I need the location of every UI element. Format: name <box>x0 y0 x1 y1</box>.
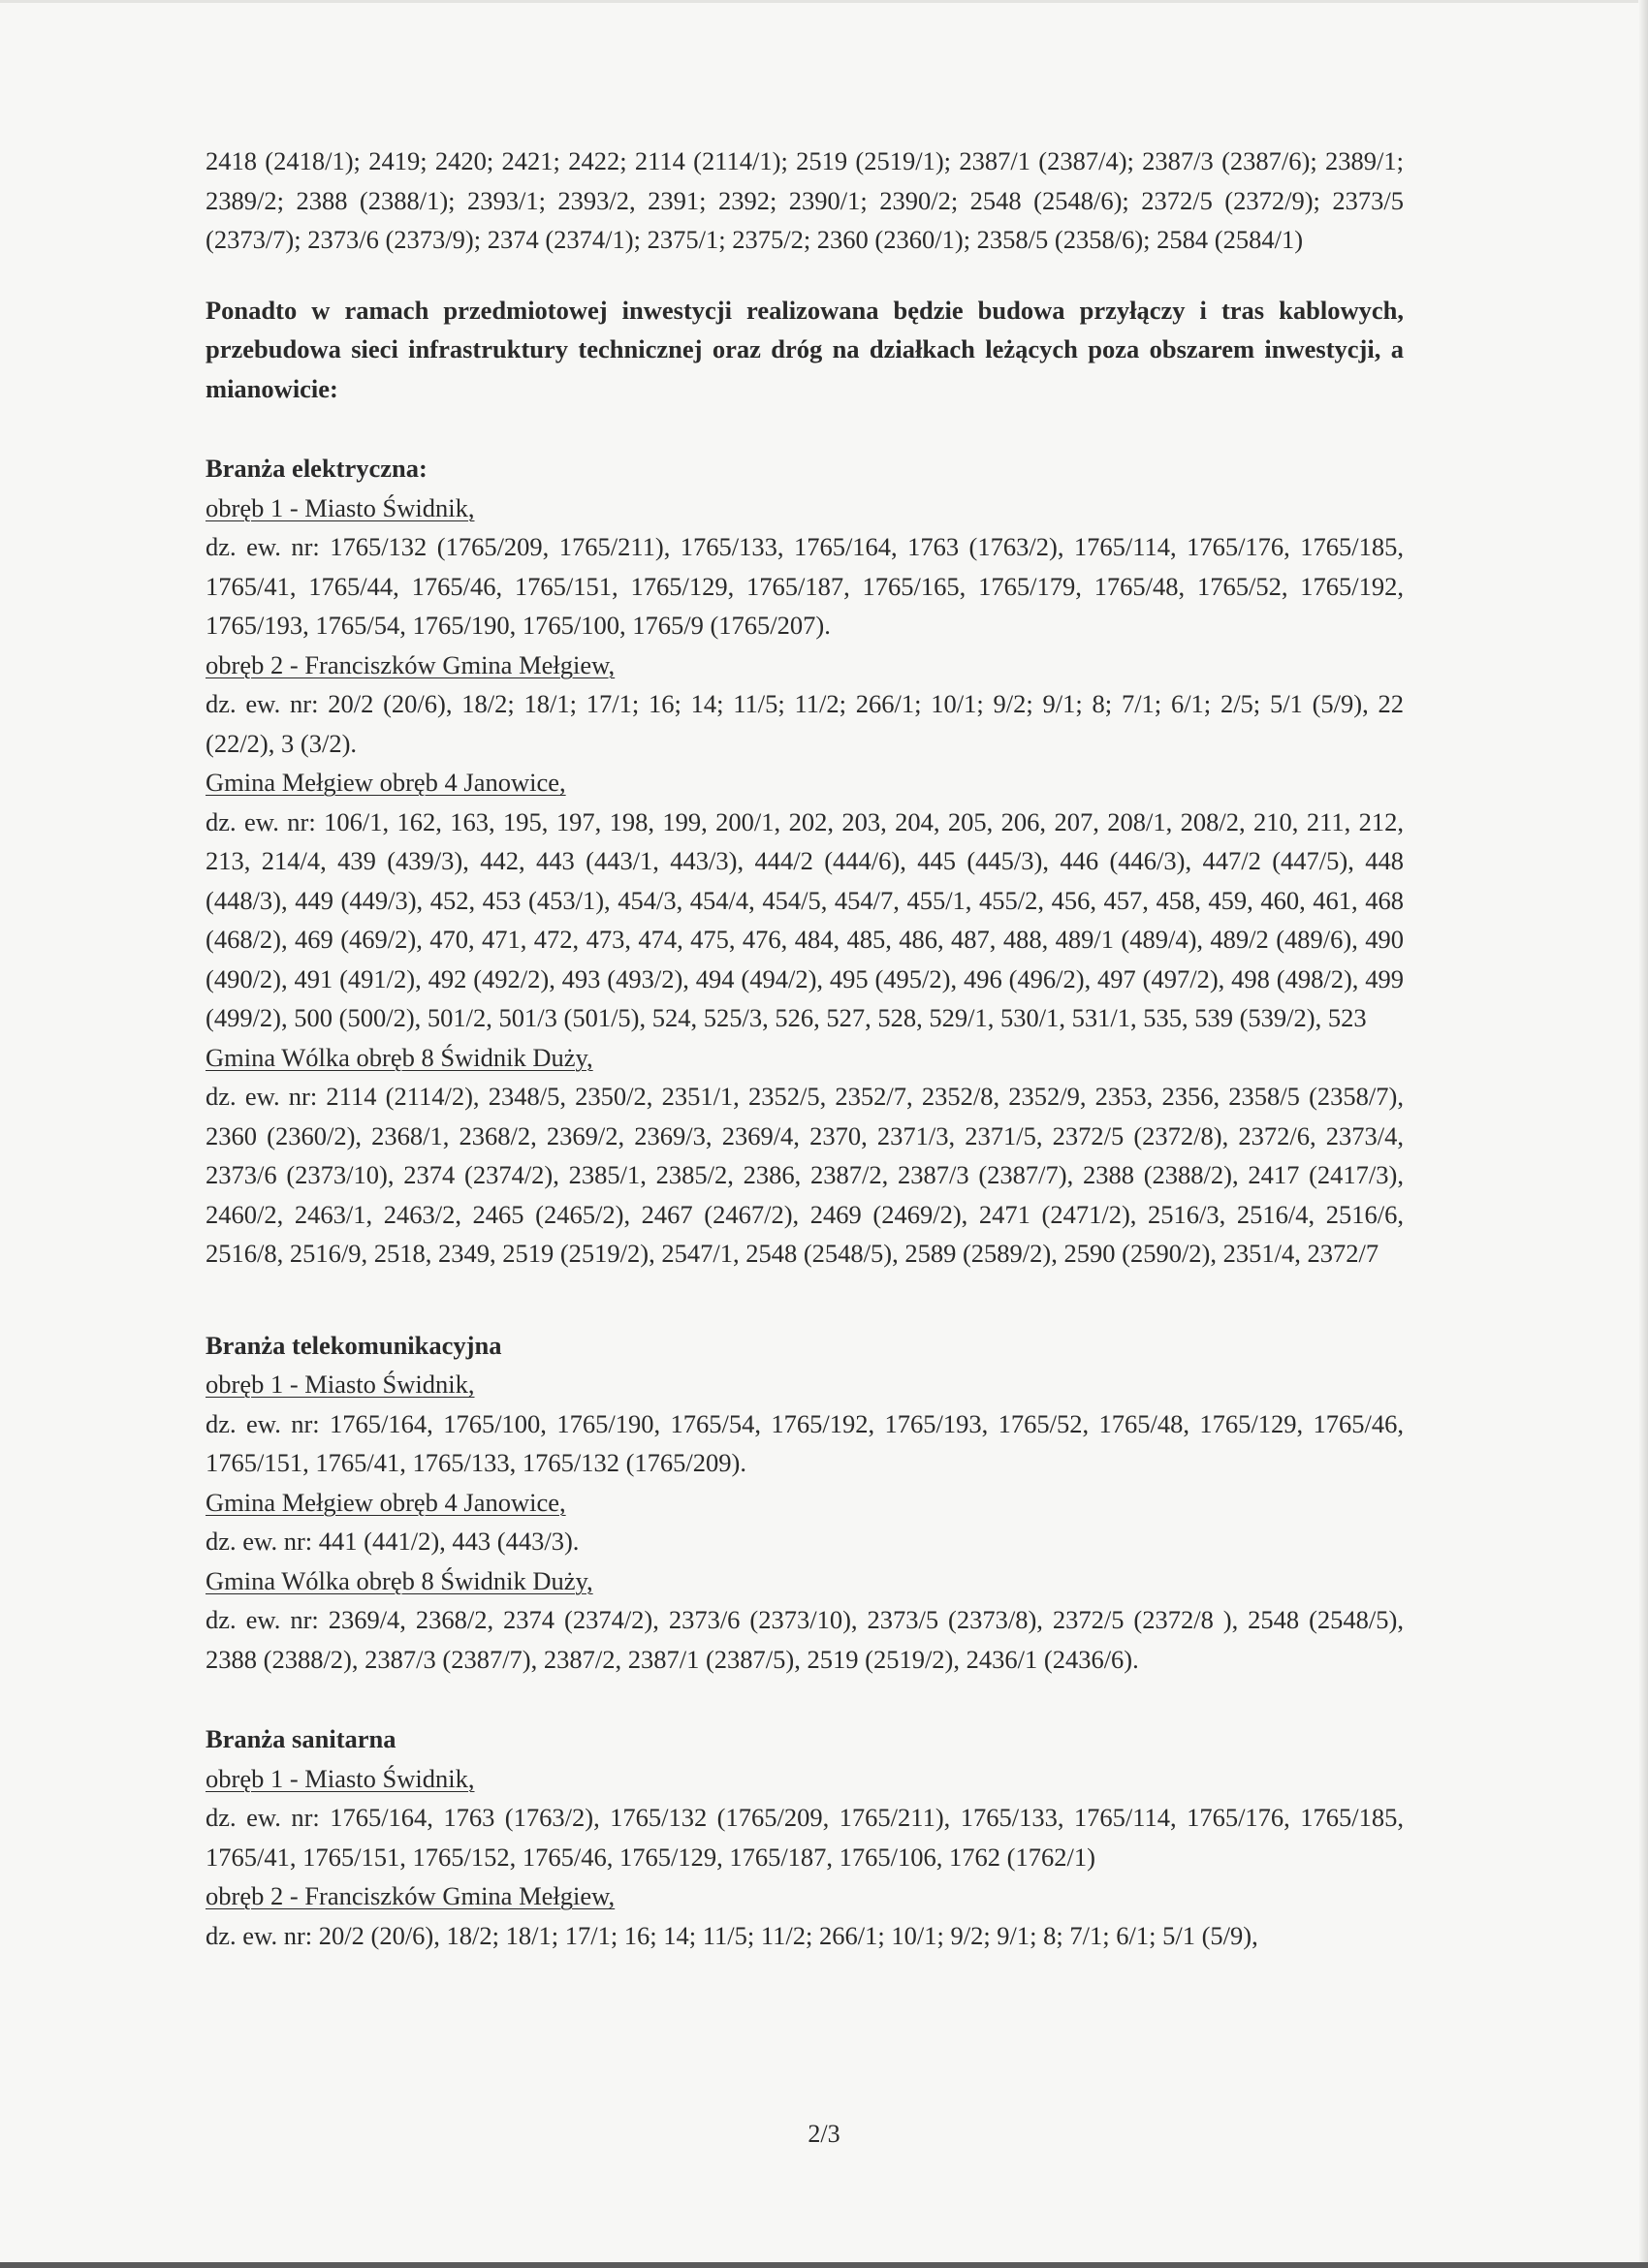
parcel-list: dz. ew. nr: 1765/164, 1765/100, 1765/190, 1765/54, 1765/192, 1765/193, 1765/52, 1765/48, 1765/129, 1765/46, 1765/151, 1765/41, 1765/133, 1765/132 (1765/209). <box>206 1408 1404 1477</box>
document-body <box>206 142 1404 1955</box>
scan-bottom-edge <box>0 2262 1648 2268</box>
place-heading: Gmina Wólka obręb 8 Świdnik Duży, <box>206 1565 593 1595</box>
place-heading: Gmina Mełgiew obręb 4 Janowice, <box>206 1487 566 1517</box>
parcel-list: dz. ew. nr: 1765/132 (1765/209, 1765/211), 1765/133, 1765/164, 1763 (1763/2), 1765/114, 1765/176, 1765/185, 1765/41, 1765/44, 1765/46, 1765/151, 1765/129, 1765/187, 1765/165, 1765/179, 1765/48, 1765/52, 1765/192, 1765/193, 1765/54, 1765/190, 1765/100, 1765/9 (1765/207). <box>206 532 1404 640</box>
place-heading: obręb 2 - Franciszków Gmina Mełgiew, <box>206 649 616 679</box>
page-number: 2/3 <box>808 2120 840 2148</box>
section-spacer <box>206 1274 1404 1326</box>
section-telecom <box>206 1326 1404 1680</box>
parcel-list: dz. ew. nr: 2369/4, 2368/2, 2374 (2374/2), 2373/6 (2373/10), 2373/5 (2373/8), 2372/5 (2372/8 ), 2548 (2548/5), 2388 (2388/2), 2387/3 (2387/7), 2387/2, 2387/1 (2387/5), 2519 (2519/2), 2436/1 (2436/6). <box>206 1605 1404 1674</box>
parcel-list: dz. ew. nr: 20/2 (20/6), 18/2; 18/1; 17/1; 16; 14; 11/5; 11/2; 266/1; 10/1; 9/2; 9/1; 8; 7/1; 6/1; 5/1 (5/9), <box>206 1920 1258 1950</box>
place-heading: Gmina Wólka obręb 8 Świdnik Duży, <box>206 1042 593 1072</box>
parcel-list: dz. ew. nr: 2114 (2114/2), 2348/5, 2350/2, 2351/1, 2352/5, 2352/7, 2352/8, 2352/9, 2353, 2356, 2358/5 (2358/7), 2360 (2360/2), 2368/1, 2368/2, 2369/2, 2369/3, 2369/4, 2370, 2371/3, 2371/5, 2372/5 (2372/8), 2372/6, 2373/4, 2373/6 (2373/10), 2374 (2374/2), 2385/1, 2385/2, 2386, 2387/2, 2387/3 (2387/7), 2388 (2388/2), 2417 (2417/3), 2460/2, 2463/1, 2463/2, 2465 (2465/2), 2467 (2467/2), 2469 (2469/2), 2471 (2471/2), 2516/3, 2516/4, 2516/6, 2516/8, 2516/9, 2518, 2349, 2519 (2519/2), 2547/1, 2548 (2548/5), 2589 (2589/2), 2590 (2590/2), 2351/4, 2372/7 <box>206 1082 1404 1268</box>
parcel-list: dz. ew. nr: 441 (441/2), 443 (443/3). <box>206 1527 580 1556</box>
intro-parcel-list: 2418 (2418/1); 2419; 2420; 2421; 2422; 2114 (2114/1); 2519 (2519/1); 2387/1 (2387/4); 2387/3 (2387/6); 2389/1; 2389/2; 2388 (2388/1); 2393/1; 2393/2, 2391; 2392; 2390/1; 2390/2; 2548 (2548/6); 2372/5 (2372/9); 2373/5 (2373/7); 2373/6 (2373/9); 2374 (2374/1); 2375/1; 2375/2; 2360 (2360/1); 2358/5 (2358/6); 2584 (2584/1) <box>206 146 1404 254</box>
section-sanitary <box>206 1719 1404 1955</box>
section-heading: Branża telekomunikacyjna <box>206 1330 502 1360</box>
place-heading: obręb 1 - Miasto Świdnik, <box>206 1370 475 1399</box>
section-spacer <box>206 1679 1404 1719</box>
section-heading: Branża sanitarna <box>206 1724 396 1753</box>
investment-scope-paragraph: Ponadto w ramach przedmiotowej inwestycji realizowana będzie budowa przyłączy i tras kablowych, przebudowa sieci infrastruktury technicznej oraz dróg na działkach leżących poza obszarem inwestycji, a mianowicie: <box>206 295 1404 403</box>
place-heading: obręb 2 - Franciszków Gmina Mełgiew, <box>206 1881 616 1910</box>
place-heading: obręb 1 - Miasto Świdnik, <box>206 1763 475 1793</box>
section-electrical <box>206 449 1404 1274</box>
parcel-list: dz. ew. nr: 1765/164, 1763 (1763/2), 1765/132 (1765/209, 1765/211), 1765/133, 1765/114, 1765/176, 1765/185, 1765/41, 1765/151, 1765/152, 1765/46, 1765/129, 1765/187, 1765/106, 1762 (1762/1) <box>206 1803 1404 1872</box>
place-heading: obręb 1 - Miasto Świdnik, <box>206 492 475 522</box>
scan-right-edge <box>1638 0 1648 2268</box>
section-heading: Branża elektryczna: <box>206 454 428 483</box>
place-heading: Gmina Mełgiew obręb 4 Janowice, <box>206 768 566 797</box>
parcel-list: dz. ew. nr: 20/2 (20/6), 18/2; 18/1; 17/1; 16; 14; 11/5; 11/2; 266/1; 10/1; 9/2; 9/1; 8; 7/1; 6/1; 2/5; 5/1 (5/9), 22 (22/2), 3 (3/2). <box>206 689 1404 758</box>
parcel-list: dz. ew. nr: 106/1, 162, 163, 195, 197, 198, 199, 200/1, 202, 203, 204, 205, 206, 207, 208/1, 208/2, 210, 211, 212, 213, 214/4, 439 (439/3), 442, 443 (443/1, 443/3), 444/2 (444/6), 445 (445/3), 446 (446/3), 447/2 (447/5), 448 (448/3), 449 (449/3), 452, 453 (453/1), 454/3, 454/4, 454/5, 454/7, 455/1, 455/2, 456, 457, 458, 459, 460, 461, 468 (468/2), 469 (469/2), 470, 471, 472, 473, 474, 475, 476, 484, 485, 486, 487, 488, 489/1 (489/4), 489/2 (489/6), 490 (490/2), 491 (491/2), 492 (492/2), 493 (493/2), 494 (494/2), 495 (495/2), 496 (496/2), 497 (497/2), 498 (498/2), 499 (499/2), 500 (500/2), 501/2, 501/3 (501/5), 524, 525/3, 526, 527, 528, 529/1, 530/1, 531/1, 535, 539 (539/2), 523 <box>206 806 1404 1032</box>
scan-top-edge <box>0 0 1648 3</box>
